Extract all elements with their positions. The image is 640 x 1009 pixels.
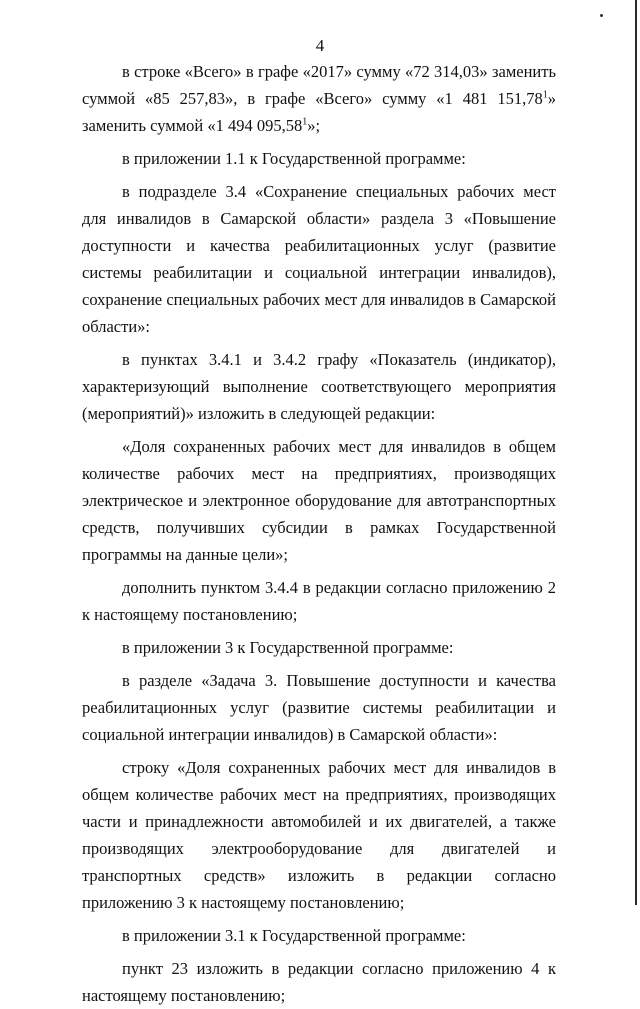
paragraph-6: дополнить пунктом 3.4.4 в редакции согласно приложению 2 к настоящему постановлению; [82,578,556,624]
paragraph-7: в приложении 3 к Государственной программе: [122,638,454,657]
paragraph-11: пункт 23 изложить в редакции согласно приложению 4 к настоящему постановлению; [82,959,556,1005]
paragraph-8: в разделе «Задача 3. Повышение доступности и качества реабилитационных услуг (развитие системы реабилитации и социальной интеграции инвалидов) в Самарской области»: [82,671,556,744]
paragraph-9: строку «Доля сохраненных рабочих мест для инвалидов в общем количестве рабочих мест на предприятиях, производящих части и принадлежности автомобилей и их двигателей, а также производящих электрооборудование для двигателей и транспортных средств» изложить в редакции согласно приложению 3 к настоящему постановлению; [82,758,556,912]
paragraph-10: в приложении 3.1 к Государственной программе: [122,926,466,945]
paragraph-1-end: »; [307,116,321,135]
paragraph-2: в приложении 1.1 к Государственной программе: [122,149,466,168]
page-edge [635,0,637,905]
page-number: 4 [315,36,325,55]
paragraph-4: в пунктах 3.4.1 и 3.4.2 графу «Показатель (индикатор), характеризующий выполнение соответствующего мероприятия (мероприятий)» изложить в следующей редакции: [82,350,556,423]
footnote-mark: 1 [302,116,308,128]
scan-speck [600,14,603,17]
paragraph-1-text: в строке «Всего» в графе «2017» сумму «72 314,03» заменить суммой «85 257,83», в графе «Всего» сумму «1 481 151,78 [82,62,556,108]
footnote-mark: 1 [542,89,548,101]
paragraph-1-tail: » заменить суммой «1 494 095,58 [82,89,556,135]
paragraph-1 [82,58,556,139]
paragraph-3: в подразделе 3.4 «Сохранение специальных рабочих мест для инвалидов в Самарской области» раздела 3 «Повышение доступности и качества реабилитационных услуг (развитие системы реабилитации и социальной интеграции инвалидов), сохранение специальных рабочих мест для инвалидов в Самарской области»: [82,182,556,336]
document-body [82,58,556,1009]
paragraph-5: «Доля сохраненных рабочих мест для инвалидов в общем количестве рабочих мест на предприятиях, производящих электрическое и электронное оборудование для автотранспортных средств, получивших субсидии в рамках Государственной программы на данные цели»; [82,437,556,564]
